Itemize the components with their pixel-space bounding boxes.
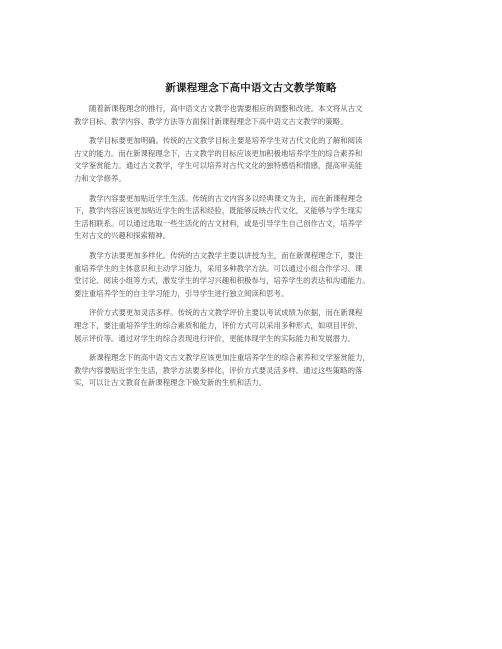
paragraph-intro (74, 103, 436, 128)
paragraph-line: 文学鉴赏能力。通过古文教学，学生可以培养对古代文化的独特感悟和情感，提高审美能 (74, 161, 363, 171)
paragraph-line: 生活相联系。可以通过选取一些生活化的古文材料，或是引导学生自己创作古文，培养学 (74, 218, 363, 228)
paragraph-line: 教学方法要更加多样化。传统的古文教学主要以讲授为主，而在新课程理念下，要注 (89, 250, 363, 260)
document-body (74, 103, 436, 397)
paragraph-line: 实，可以让古文教育在新课程理念下焕发新的生机和活力。 (74, 378, 267, 388)
paragraph-evaluation (74, 307, 436, 345)
paragraph-content (74, 193, 436, 243)
document-title: 新课程理念下高中语文古文教学策略 (165, 82, 337, 94)
paragraph-line: 教学目标、教学内容、教学方法等方面探讨新课程理念下高中语文古文教学的策略。 (74, 116, 348, 126)
paragraph-line: 力和文学修养。 (74, 173, 126, 183)
paragraph-line: 重培养学生的主体意识和主动学习能力，采用多种教学方法。可以通过小组合作学习、课 (74, 263, 363, 273)
paragraph-line: 新课程理念下的高中语文古文教学应该更加注重培养学生的综合素养和文学鉴赏能力， (89, 353, 370, 363)
paragraph-conclusion (74, 352, 436, 390)
paragraph-line: 评价方式要更加灵活多样。传统的古文教学评价主要以考试成绩为依据，而在新课程 (89, 308, 363, 318)
paragraph-objectives (74, 135, 436, 185)
paragraph-line: 理念下，要注重培养学生的综合素质和能力，评价方式可以采用多种形式，如项目评价、 (74, 320, 363, 330)
paragraph-line: 堂讨论、阅读小组等方式，激发学生的学习兴趣和积极参与，培养学生的表达和沟通能力。 (74, 276, 370, 286)
paragraph-methods (74, 250, 436, 300)
paragraph-line: 教学内容要更加贴近学生生活。传统的古文内容多以经典课文为主，而在新课程理念 (89, 193, 363, 203)
paragraph-line: 随着新课程理念的推行，高中语文古文教学也需要相应的调整和改进。本文将从古文 (89, 104, 363, 113)
paragraph-line: 展示评价等。通过对学生的综合表现进行评价，更能体现学生的实际能力和发展潜力。 (74, 333, 355, 343)
paragraph-line: 下，教学内容应该更加贴近学生的生活和经验，既能够反映古代文化，又能够与学生现实 (74, 206, 363, 216)
paragraph-line: 生对古文的兴趣和探索精神。 (74, 231, 171, 241)
paragraph-line: 古文的能力。而在新课程理念下，古文教学的目标应该更加积极地培养学生的综合素养和 (74, 148, 363, 158)
paragraph-line: 教学目标要更加明确。传统的古文教学目标主要是培养学生对古代文化的了解和阅读 (89, 136, 363, 146)
paragraph-line: 教学内容要贴近学生生活，教学方法要多样化，评价方式要灵活多样。通过这些策略的落 (74, 365, 363, 375)
paragraph-line: 要注重培养学生的自主学习能力，引导学生进行独立阅读和思考。 (74, 288, 289, 298)
